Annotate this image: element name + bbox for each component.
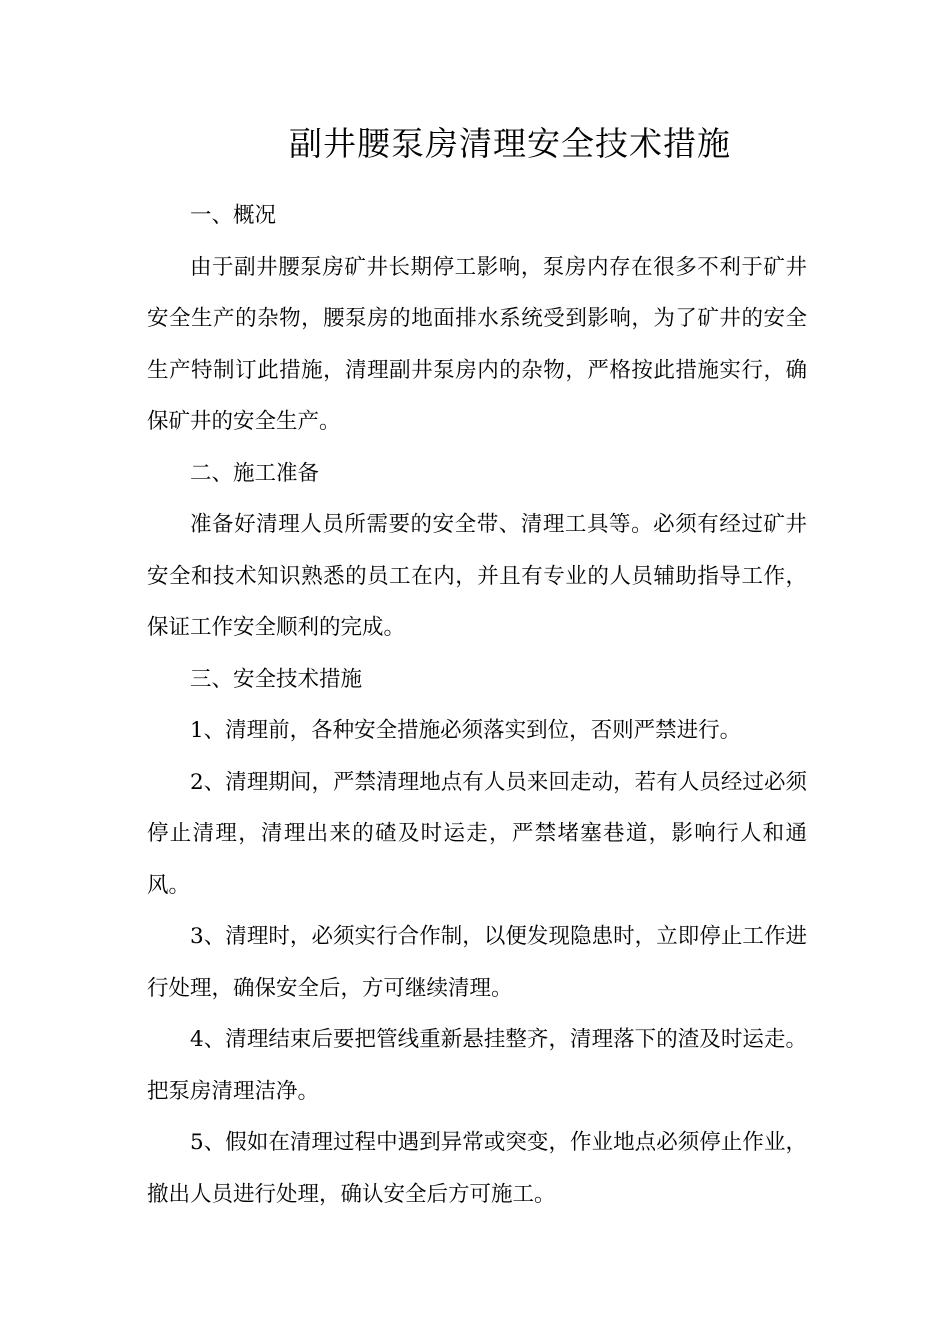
section-heading-preparation: 二、施工准备 [190,460,320,486]
paragraph-overview: 由于副井腰泵房矿井长期停工影响，泵房内存在很多不利于矿井安全生产的杂物，腰泵房的地面排水系统受到影响，为了矿井的安全生产特制订此措施，清理副井泵房内的杂物，严格按此措施实行，确保矿井的安全生产。 [147,254,807,434]
section-heading-safety-measures: 三、安全技术措施 [190,666,363,692]
measure-item-5: 5、假如在清理过程中遇到异常或突变，作业地点必须停止作业，撤出人员进行处理，确认安全后方可施工。 [147,1130,807,1207]
measure-item-1: 1、清理前，各种安全措施必须落实到位，否则严禁进行。 [190,718,742,743]
measure-item-3: 3、清理时，必须实行合作制，以便发现隐患时，立即停止工作进行处理，确保安全后，方可继续清理。 [147,924,807,1001]
section-heading-overview: 一、概况 [190,203,277,228]
measure-item-2: 2、清理期间，严禁清理地点有人员来回走动，若有人员经过必须停止清理，清理出来的碴及时运走，严禁堵塞巷道，影响行人和通风。 [147,769,807,898]
measure-item-4: 4、清理结束后要把管线重新悬挂整齐，清理落下的渣及时运走。把泵房清理洁净。 [147,1027,807,1104]
paragraph-preparation: 准备好清理人员所需要的安全带、清理工具等。必须有经过矿井安全和技术知识熟悉的员工在内，并且有专业的人员辅助指导工作，保证工作安全顺利的完成。 [147,512,807,640]
document-title: 副井腰泵房清理安全技术措施 [289,124,731,163]
document-body [147,190,807,1220]
